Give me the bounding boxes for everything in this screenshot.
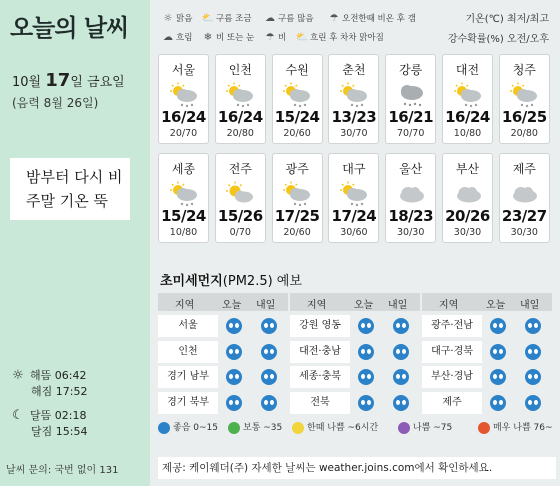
- city-name: 전주: [228, 162, 252, 176]
- dust-region: 인천: [158, 341, 218, 363]
- headline-line-2: 주말 기온 뚝: [26, 192, 108, 210]
- city-card: [442, 153, 493, 243]
- grade-face-icon: [292, 422, 304, 434]
- good-face-icon: [393, 318, 409, 334]
- moon-icon: ☾: [12, 408, 24, 423]
- good-face-icon: [490, 344, 506, 360]
- date-month: 10월: [12, 75, 42, 90]
- city-card: [328, 54, 379, 144]
- dust-header: [290, 293, 420, 311]
- city-name: 세종: [171, 162, 196, 176]
- good-face-icon: [261, 369, 277, 385]
- good-face-icon: [358, 344, 374, 360]
- dust-title: 초미세먼지(PM2.5) 예보: [160, 274, 302, 289]
- weather-legend: [160, 10, 555, 50]
- date-day-suffix: 일: [70, 75, 83, 90]
- rain-icon: ☂: [265, 32, 275, 43]
- city-name: 춘천: [342, 63, 366, 77]
- city-temp: 16/24: [161, 108, 206, 126]
- rain-note: 강수확률(%) 오전/오후: [447, 34, 549, 45]
- city-temp: 15/24: [161, 207, 206, 225]
- header-today: 오늘: [486, 300, 506, 311]
- city-rain-chance: 30/30: [396, 227, 425, 238]
- city-card: [385, 54, 436, 144]
- sun-cloud-rain-icon: [443, 82, 492, 108]
- dust-row: [422, 392, 552, 414]
- weather-inquiry: 날씨 문의: 국번 없이 131: [6, 465, 119, 476]
- city-name: 인천: [228, 63, 252, 77]
- city-rain-chance: 20/80: [510, 128, 538, 139]
- dust-row: [290, 392, 420, 414]
- grade-item: [158, 420, 218, 434]
- good-face-icon: [358, 395, 374, 411]
- sun-cloud-rain-icon: [500, 82, 549, 108]
- sun-cloud-rain-icon: [159, 82, 208, 108]
- city-rain-chance: 20/70: [169, 128, 198, 139]
- partly-cloudy-icon: ⛅: [201, 13, 215, 24]
- dust-region: 세종·충북: [290, 366, 350, 388]
- grade-label: 보통 ~35: [243, 423, 283, 433]
- cloud-icon: [500, 181, 549, 207]
- city-card: [385, 153, 436, 243]
- header-today: 오늘: [222, 300, 242, 311]
- legend-item: ☁ 구름 많음: [262, 12, 314, 24]
- rain-snow-icon: ❄: [203, 32, 213, 43]
- sun-icon: ☼: [12, 368, 24, 383]
- header-region: 지역: [439, 300, 459, 311]
- city-name: 청주: [512, 63, 536, 77]
- city-temp: 16/24: [445, 108, 490, 126]
- dust-row: [158, 392, 288, 414]
- dust-region: 경기 남부: [158, 366, 218, 388]
- mostly-cloudy-icon: ☁: [265, 13, 275, 24]
- dust-row: [422, 341, 552, 363]
- dust-region: 대전·충남: [290, 341, 350, 363]
- city-name: 부산: [455, 162, 480, 176]
- city-name: 대전: [455, 63, 480, 77]
- dust-row: [290, 341, 420, 363]
- good-face-icon: [525, 395, 541, 411]
- cloud-icon: [443, 181, 492, 207]
- good-face-icon: [226, 318, 242, 334]
- dust-region: 서울: [158, 315, 218, 337]
- city-rain-chance: 10/80: [453, 128, 482, 139]
- sun-cloud-rain-icon: [273, 82, 322, 108]
- dust-header: [158, 293, 288, 311]
- good-face-icon: [525, 318, 541, 334]
- city-card: [499, 153, 550, 243]
- good-face-icon: [525, 344, 541, 360]
- cloud-icon: [386, 181, 435, 207]
- rain-icon: [386, 82, 435, 108]
- dust-region: 경기 북부: [158, 392, 218, 414]
- grade-face-icon: [228, 422, 240, 434]
- dust-region: 강원 영동: [290, 315, 350, 337]
- good-face-icon: [261, 318, 277, 334]
- grade-label: 한때 나쁨 ~6시간: [307, 423, 379, 433]
- moonrise-time: 달뜸 02:18: [30, 409, 87, 422]
- grade-label: 매우 나쁨 76~: [493, 423, 553, 433]
- lunar-date: (음력 8월 26일): [12, 96, 99, 110]
- overcast-icon: ☁: [163, 32, 173, 43]
- header-region: 지역: [307, 300, 327, 311]
- dust-row: [422, 315, 552, 337]
- city-temp: 16/25: [501, 108, 547, 126]
- dust-row: [290, 366, 420, 388]
- city-card: [499, 54, 550, 144]
- city-name: 대구: [342, 162, 366, 176]
- legend-item: ☂ 오전한때 비온 후 갬: [326, 12, 416, 24]
- partly-cloudy-icon: [216, 181, 265, 207]
- city-rain-chance: 20/60: [283, 128, 311, 139]
- city-temp: 23/27: [501, 207, 547, 225]
- date-day: 17: [45, 70, 71, 91]
- grade-label: 나쁨 ~75: [413, 423, 453, 433]
- good-face-icon: [226, 344, 242, 360]
- city-card: [158, 54, 209, 144]
- city-card: [328, 153, 379, 243]
- sun-cloud-rain-icon: [159, 181, 208, 207]
- headline-box: [10, 158, 130, 220]
- dust-row: [158, 341, 288, 363]
- city-rain-chance: 30/70: [340, 128, 368, 139]
- grade-item: [398, 420, 452, 434]
- date-line: [12, 70, 125, 91]
- city-card: [442, 54, 493, 144]
- city-rain-chance: 10/80: [169, 227, 198, 238]
- dust-region: 광주·전남: [422, 315, 482, 337]
- good-face-icon: [490, 318, 506, 334]
- city-card: [215, 54, 266, 144]
- city-temp: 20/26: [445, 207, 490, 225]
- header-tomorrow: 내일: [388, 300, 408, 311]
- dust-row: [158, 315, 288, 337]
- city-temp: 17/24: [331, 207, 377, 225]
- city-rain-chance: 0/70: [229, 227, 251, 238]
- sun-icon: ☼: [163, 13, 173, 24]
- source-credit: 제공: 케이웨더(주) 자세한 날씨는 weather.joins.com에서 확인하세요.: [158, 457, 556, 479]
- city-rain-chance: 20/60: [283, 227, 311, 238]
- temp-note: 기온(℃) 최저/최고: [465, 14, 549, 25]
- good-face-icon: [393, 369, 409, 385]
- header-today: 오늘: [354, 300, 374, 311]
- good-face-icon: [226, 369, 242, 385]
- dust-region: 부산·경남: [422, 366, 482, 388]
- sun-rain-icon: ☂: [329, 13, 339, 24]
- grade-face-icon: [158, 422, 170, 434]
- city-temp: 18/23: [388, 207, 434, 225]
- good-face-icon: [261, 395, 277, 411]
- good-face-icon: [358, 369, 374, 385]
- city-name: 서울: [171, 63, 196, 77]
- grade-label: 좋음 0~15: [173, 423, 218, 433]
- grade-face-icon: [478, 422, 490, 434]
- good-face-icon: [226, 395, 242, 411]
- dust-row: [290, 315, 420, 337]
- header-region: 지역: [175, 300, 195, 311]
- good-face-icon: [525, 369, 541, 385]
- city-name: 광주: [285, 162, 309, 176]
- headline-line-1: 밤부터 다시 비: [26, 168, 123, 186]
- city-rain-chance: 30/30: [510, 227, 538, 238]
- sun-cloud-rain-icon: [329, 82, 378, 108]
- header-tomorrow: 내일: [256, 300, 276, 311]
- city-temp: 15/26: [217, 207, 263, 225]
- city-temp: 16/24: [217, 108, 263, 126]
- good-face-icon: [261, 344, 277, 360]
- date-weekday: 금요일: [87, 75, 125, 90]
- legend-item: ❄ 비 또는 눈: [200, 31, 254, 43]
- good-face-icon: [393, 344, 409, 360]
- city-rain-chance: 20/80: [226, 128, 254, 139]
- city-card: [272, 153, 323, 243]
- city-card: [215, 153, 266, 243]
- good-face-icon: [358, 318, 374, 334]
- dust-region: 제주: [422, 392, 482, 414]
- city-temp: 15/24: [274, 108, 320, 126]
- city-temp: 13/23: [331, 108, 377, 126]
- cloud-clear-icon: ⛅: [295, 32, 309, 43]
- good-face-icon: [490, 395, 506, 411]
- grade-item: [478, 420, 553, 434]
- dust-row: [422, 366, 552, 388]
- grade-face-icon: [398, 422, 410, 434]
- good-face-icon: [490, 369, 506, 385]
- header-tomorrow: 내일: [520, 300, 540, 311]
- city-temp: 16/21: [388, 108, 434, 126]
- dust-grade-legend: [158, 417, 554, 437]
- city-name: 수원: [285, 63, 309, 77]
- dust-region: 대구·경북: [422, 341, 482, 363]
- city-name: 울산: [399, 162, 423, 176]
- city-rain-chance: 70/70: [396, 128, 425, 139]
- sunrise-time: 해뜸 06:42: [30, 369, 87, 382]
- city-name: 제주: [512, 162, 536, 176]
- moonset-time: 달짐 15:54: [31, 425, 88, 438]
- sunset-time: 해짐 17:52: [31, 385, 88, 398]
- sun-cloud-rain-icon: [329, 181, 378, 207]
- grade-item: [228, 420, 282, 434]
- legend-item: ⛅ 구름 조금: [201, 13, 252, 24]
- legend-item: ☂ 비: [262, 31, 286, 43]
- city-card: [158, 153, 209, 243]
- city-name: 강릉: [399, 63, 423, 77]
- dust-row: [158, 366, 288, 388]
- sun-moon-times: [10, 368, 87, 440]
- city-card: [272, 54, 323, 144]
- grade-item: [292, 420, 378, 434]
- legend-item: ☼ 맑음: [160, 12, 192, 24]
- city-rain-chance: 30/30: [453, 227, 482, 238]
- dust-header: [422, 293, 552, 311]
- sun-cloud-rain-icon: [216, 82, 265, 108]
- dust-region: 전북: [290, 392, 350, 414]
- city-temp: 17/25: [274, 207, 320, 225]
- legend-item: ⛅ 흐린 후 차차 맑아짐: [295, 32, 384, 43]
- page-title: 오늘의 날씨: [10, 14, 129, 42]
- legend-item: ☁ 흐림: [160, 31, 192, 43]
- sun-cloud-rain-icon: [273, 181, 322, 207]
- good-face-icon: [393, 395, 409, 411]
- city-rain-chance: 30/60: [340, 227, 368, 238]
